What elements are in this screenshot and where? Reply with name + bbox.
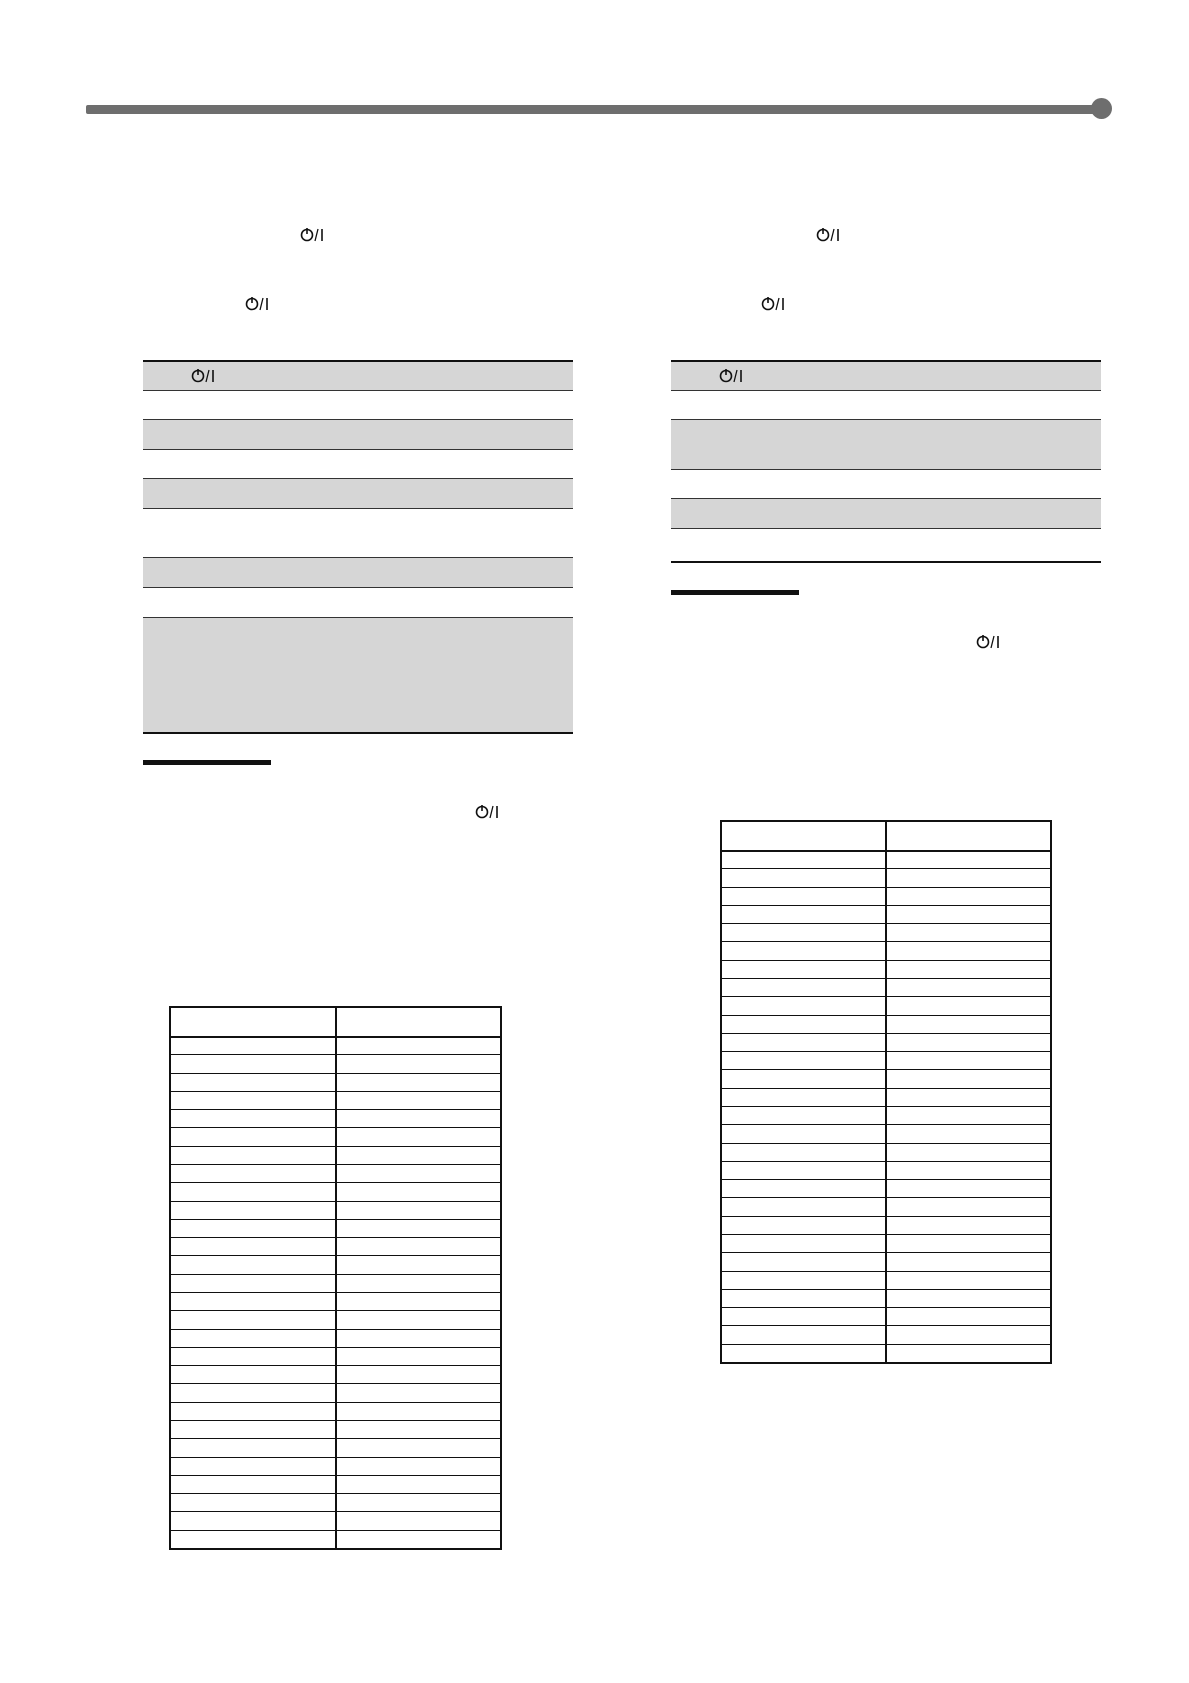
table-row-divider bbox=[171, 1237, 500, 1238]
table-row bbox=[143, 362, 573, 391]
table-row-divider bbox=[722, 1106, 1050, 1107]
table-row-divider bbox=[171, 1109, 500, 1110]
table-row bbox=[143, 509, 573, 558]
left-value-table bbox=[169, 1006, 502, 1550]
table-row-divider bbox=[171, 1292, 500, 1293]
table-row-divider bbox=[171, 1054, 500, 1055]
table-row-divider bbox=[171, 1347, 500, 1348]
table-row-divider bbox=[171, 1219, 500, 1220]
table-row-divider bbox=[722, 868, 1050, 869]
table-row-divider bbox=[722, 1161, 1050, 1162]
table-row-divider bbox=[171, 1329, 500, 1330]
table-row-divider bbox=[171, 1127, 500, 1128]
table-row-divider bbox=[722, 1088, 1050, 1089]
table-row-divider bbox=[722, 1234, 1050, 1235]
table-row-divider bbox=[722, 1271, 1050, 1272]
table-row-divider bbox=[722, 1325, 1050, 1326]
table-row-divider bbox=[722, 905, 1050, 906]
table-row-divider bbox=[722, 1216, 1050, 1217]
table-row bbox=[671, 529, 1101, 561]
table-row-divider bbox=[722, 1197, 1050, 1198]
table-row-divider bbox=[722, 1179, 1050, 1180]
power-standby-icon bbox=[761, 295, 787, 313]
table-row bbox=[671, 499, 1101, 529]
power-standby-icon bbox=[976, 633, 1002, 651]
table-row-divider bbox=[171, 1164, 500, 1165]
header-divider bbox=[171, 1036, 500, 1038]
table-row bbox=[671, 420, 1101, 470]
header-dot bbox=[1091, 98, 1112, 119]
table-row-divider bbox=[171, 1201, 500, 1202]
table-row bbox=[671, 470, 1101, 499]
power-standby-icon bbox=[816, 226, 842, 244]
table-row bbox=[143, 391, 573, 420]
table-row-divider bbox=[722, 960, 1050, 961]
table-row-divider bbox=[171, 1255, 500, 1256]
table-row-divider bbox=[171, 1420, 500, 1421]
header-rule bbox=[86, 105, 1096, 114]
header-divider bbox=[722, 850, 1050, 852]
power-standby-icon bbox=[191, 367, 217, 385]
section-divider bbox=[671, 590, 799, 595]
table-row-divider bbox=[171, 1383, 500, 1384]
table-row bbox=[143, 558, 573, 588]
table-row-divider bbox=[171, 1274, 500, 1275]
table-row-divider bbox=[722, 978, 1050, 979]
table-row-divider bbox=[722, 1033, 1050, 1034]
table-row-divider bbox=[722, 1069, 1050, 1070]
table-row-divider bbox=[722, 1344, 1050, 1345]
table-row bbox=[143, 420, 573, 450]
table-row-divider bbox=[171, 1091, 500, 1092]
right-settings-table bbox=[671, 360, 1101, 563]
table-row bbox=[671, 362, 1101, 391]
power-standby-icon bbox=[300, 226, 326, 244]
table-row-divider bbox=[722, 1307, 1050, 1308]
column-divider bbox=[335, 1008, 337, 1548]
table-row-divider bbox=[722, 941, 1050, 942]
table-row-divider bbox=[171, 1511, 500, 1512]
column-divider bbox=[885, 822, 887, 1362]
table-row-divider bbox=[722, 887, 1050, 888]
table-row-divider bbox=[171, 1475, 500, 1476]
table-row-divider bbox=[722, 1124, 1050, 1125]
power-standby-icon bbox=[245, 295, 271, 313]
power-standby-icon bbox=[475, 803, 501, 821]
table-row-divider bbox=[171, 1402, 500, 1403]
section-divider bbox=[143, 760, 271, 765]
table-row-divider bbox=[171, 1365, 500, 1366]
table-row-divider bbox=[171, 1146, 500, 1147]
table-row bbox=[671, 391, 1101, 420]
table-row-divider bbox=[171, 1073, 500, 1074]
power-standby-icon bbox=[719, 367, 745, 385]
right-value-table bbox=[720, 820, 1052, 1364]
left-settings-table bbox=[143, 360, 573, 734]
table-row-divider bbox=[171, 1310, 500, 1311]
table-row-divider bbox=[722, 1252, 1050, 1253]
table-row-divider bbox=[171, 1530, 500, 1531]
table-row bbox=[143, 479, 573, 509]
table-row-divider bbox=[722, 1015, 1050, 1016]
table-row-divider bbox=[722, 996, 1050, 997]
table-row-divider bbox=[171, 1182, 500, 1183]
table-row-divider bbox=[171, 1457, 500, 1458]
table-row-divider bbox=[171, 1438, 500, 1439]
table-row bbox=[143, 450, 573, 479]
table-row-divider bbox=[722, 923, 1050, 924]
table-row bbox=[143, 618, 573, 732]
table-row-divider bbox=[722, 1289, 1050, 1290]
table-row-divider bbox=[722, 1051, 1050, 1052]
table-row-divider bbox=[171, 1493, 500, 1494]
table-row bbox=[143, 588, 573, 618]
table-row-divider bbox=[722, 1143, 1050, 1144]
